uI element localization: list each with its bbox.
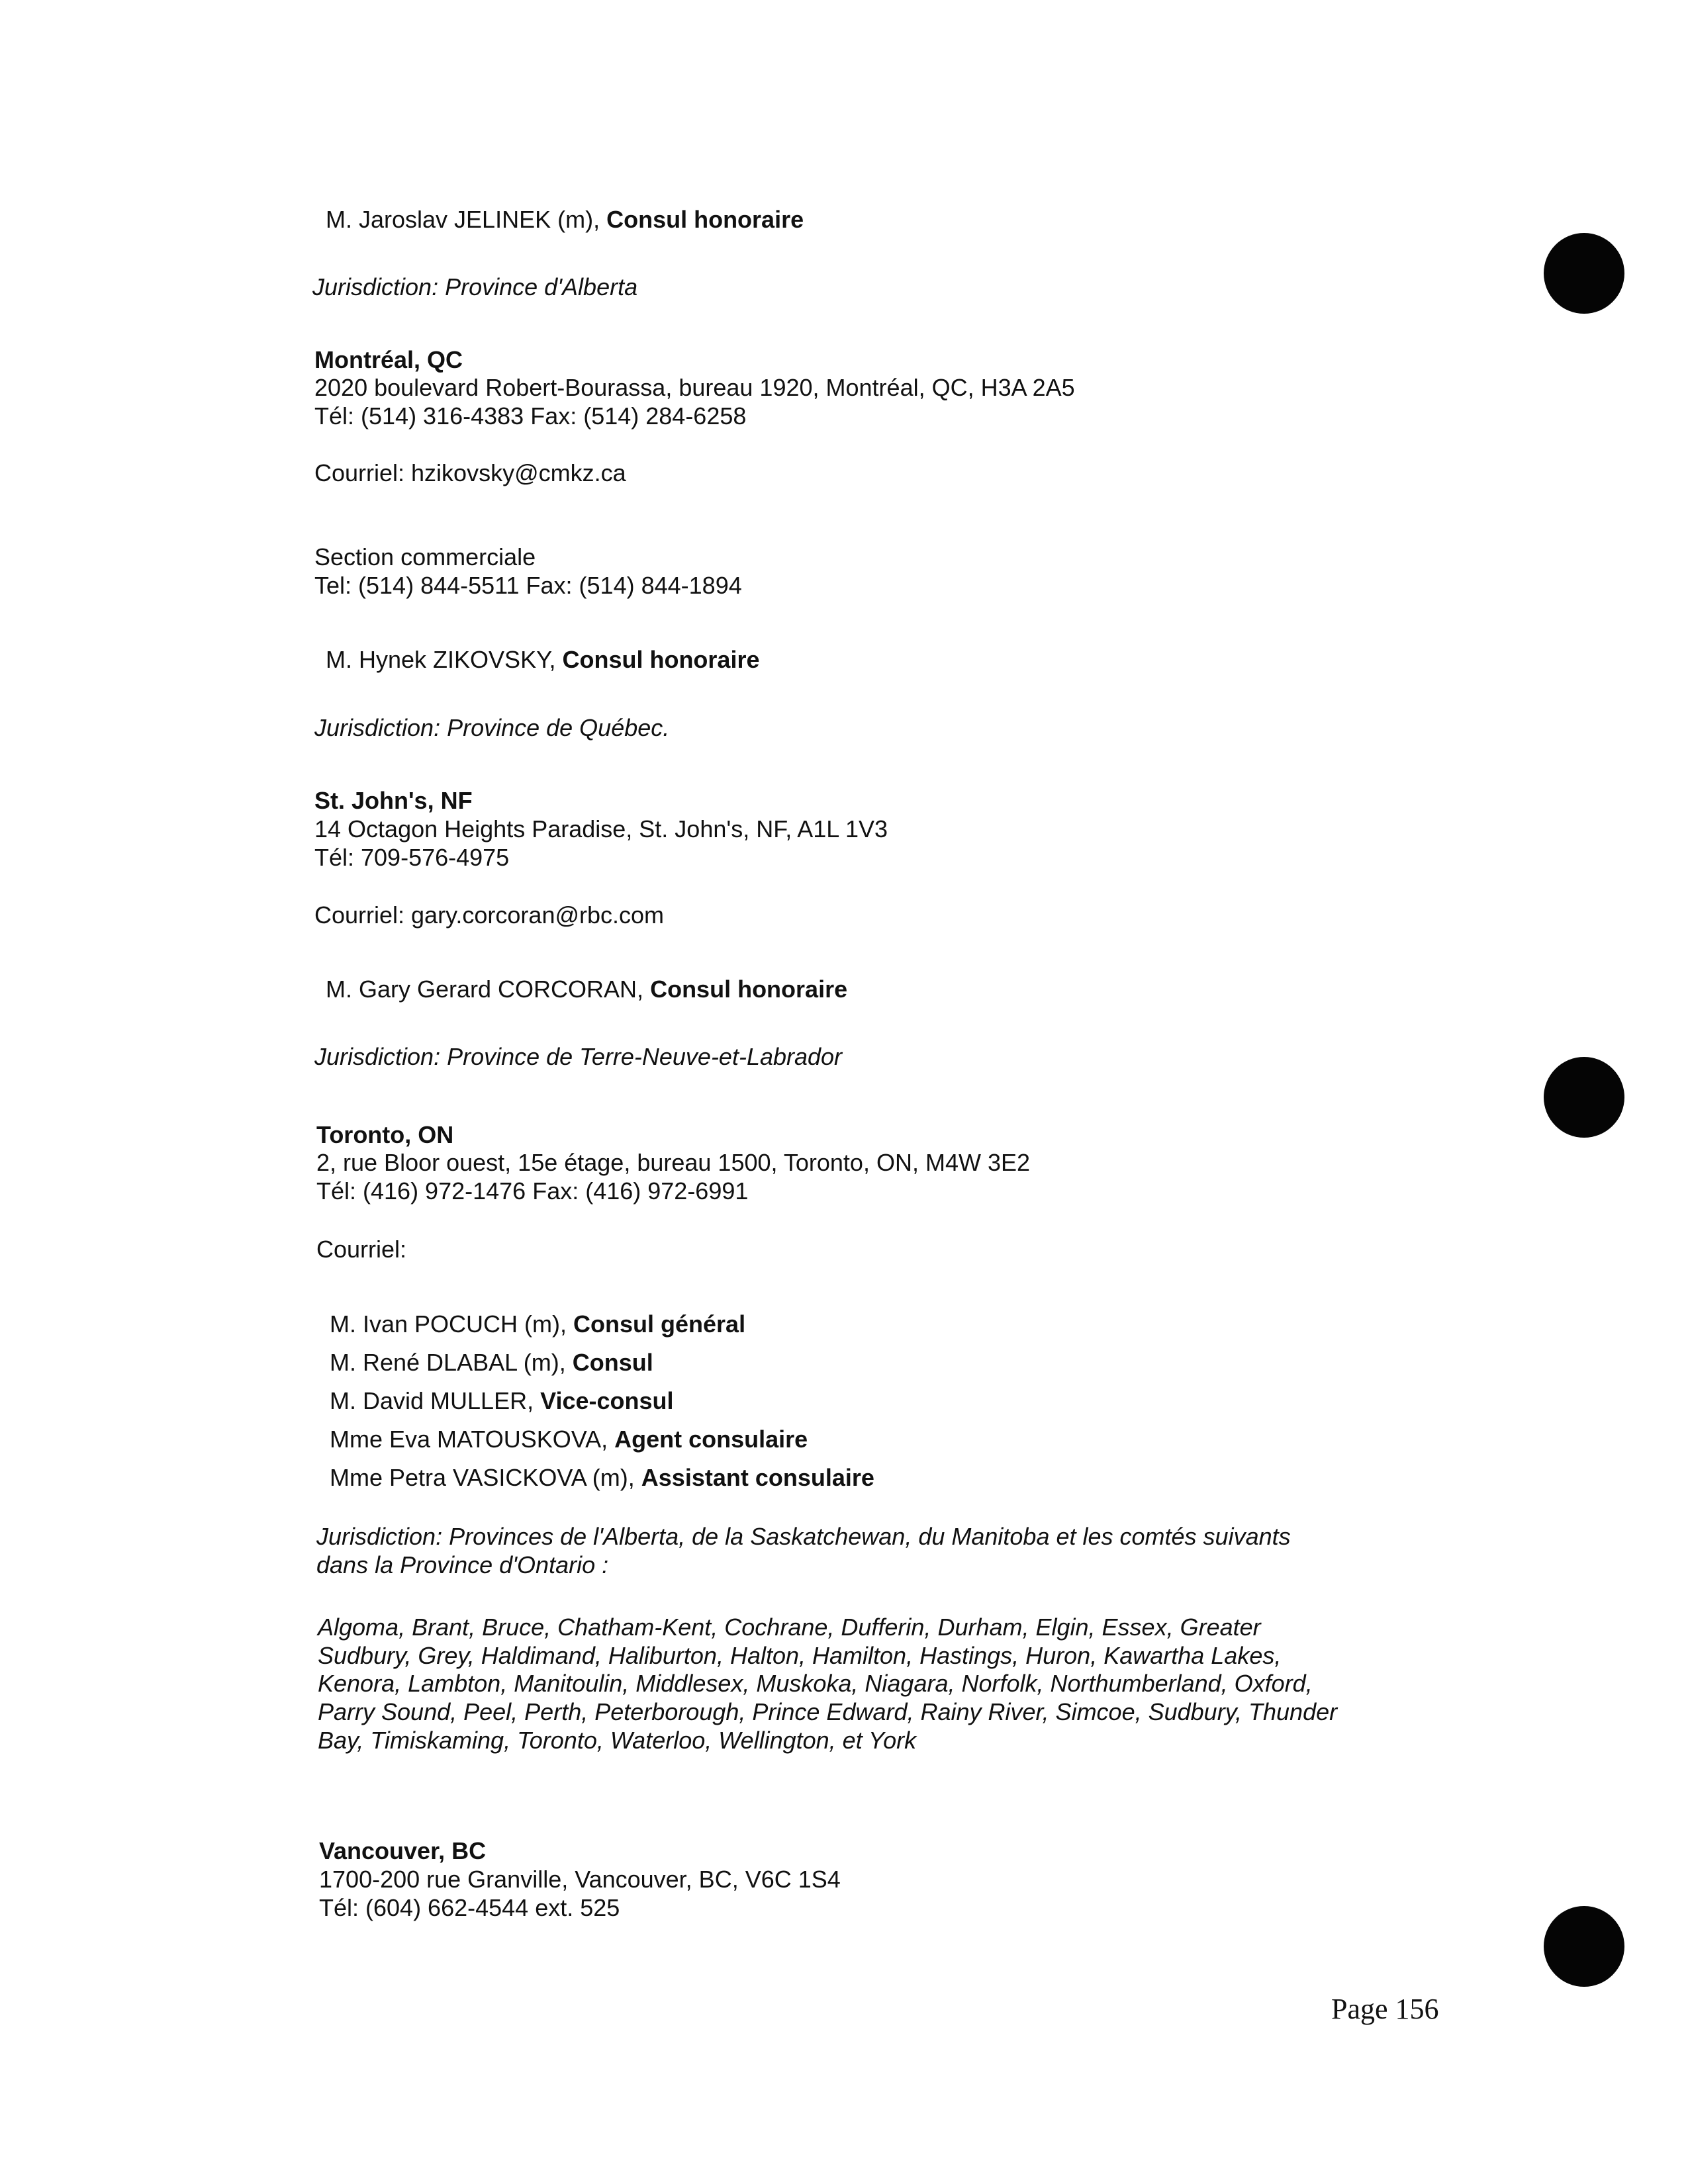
person-name: M. Jaroslav JELINEK (m), (326, 206, 600, 233)
email-montreal: Courriel: hzikovsky@cmkz.ca (314, 459, 626, 486)
person-name: Mme Eva MATOUSKOVA, (330, 1426, 608, 1453)
person-title: Consul honoraire (650, 976, 848, 1003)
county-list-line: Bay, Timiskaming, Toronto, Waterloo, Wellington, et York (318, 1727, 917, 1754)
staff-entry (330, 1310, 745, 1338)
staff-entry (330, 1425, 808, 1453)
punch-hole-top (1544, 233, 1624, 314)
punch-hole-bottom (1544, 1906, 1624, 1987)
person-title: Vice-consul (540, 1387, 674, 1414)
phone-montreal: Tél: (514) 316-4383 Fax: (514) 284-6258 (314, 402, 747, 430)
staff-entry (330, 1463, 874, 1492)
address-st-johns: 14 Octagon Heights Paradise, St. John's, NF, A1L 1V3 (314, 815, 888, 842)
staff-entry (330, 1348, 653, 1377)
consul-entry-zikovsky (326, 645, 760, 674)
phone-vancouver: Tél: (604) 662-4544 ext. 525 (319, 1894, 620, 1921)
consul-entry-jelinek (326, 205, 804, 234)
person-name: M. Hynek ZIKOVSKY, (326, 646, 556, 673)
heading-montreal: Montréal, QC (314, 346, 463, 373)
heading-vancouver: Vancouver, BC (319, 1837, 487, 1864)
person-title: Agent consulaire (614, 1426, 808, 1453)
email-toronto: Courriel: (316, 1236, 407, 1263)
jurisdiction-alberta: Jurisdiction: Province d'Alberta (312, 273, 638, 300)
heading-st-johns: St. John's, NF (314, 787, 473, 814)
address-toronto: 2, rue Bloor ouest, 15e étage, bureau 1500, Toronto, ON, M4W 3E2 (316, 1149, 1030, 1176)
address-montreal: 2020 boulevard Robert-Bourassa, bureau 1920, Montréal, QC, H3A 2A5 (314, 374, 1075, 401)
person-title: Consul (572, 1349, 653, 1376)
county-list-line: Parry Sound, Peel, Perth, Peterborough, Prince Edward, Rainy River, Simcoe, Sudbury, Thunder (318, 1698, 1338, 1725)
person-name: Mme Petra VASICKOVA (m), (330, 1464, 635, 1491)
jurisdiction-newfoundland: Jurisdiction: Province de Terre-Neuve-et-Labrador (314, 1043, 843, 1070)
punch-hole-middle (1544, 1057, 1624, 1138)
county-list-line: Sudbury, Grey, Haldimand, Haliburton, Halton, Hamilton, Hastings, Huron, Kawartha Lakes, (318, 1642, 1282, 1669)
page-number: Page 156 (1331, 1993, 1439, 2025)
jurisdiction-toronto-line1: Jurisdiction: Provinces de l'Alberta, de la Saskatchewan, du Manitoba et les comtés suivants (316, 1523, 1291, 1550)
staff-entry (330, 1387, 674, 1415)
person-name: M. René DLABAL (m), (330, 1349, 566, 1376)
address-vancouver: 1700-200 rue Granville, Vancouver, BC, V6C 1S4 (319, 1866, 841, 1893)
person-title: Assistant consulaire (641, 1464, 874, 1491)
jurisdiction-quebec: Jurisdiction: Province de Québec. (314, 714, 670, 741)
county-list-line: Kenora, Lambton, Manitoulin, Middlesex, Muskoka, Niagara, Norfolk, Northumberland, Oxford, (318, 1670, 1313, 1697)
person-title: Consul général (573, 1310, 746, 1338)
phone-toronto: Tél: (416) 972-1476 Fax: (416) 972-6991 (316, 1177, 749, 1205)
person-title: Consul honoraire (562, 646, 760, 673)
person-name: M. Ivan POCUCH (m), (330, 1310, 567, 1338)
section-commerciale: Section commerciale (314, 543, 536, 570)
jurisdiction-toronto-line2: dans la Province d'Ontario : (316, 1551, 609, 1578)
heading-toronto: Toronto, ON (316, 1121, 454, 1148)
person-title: Consul honoraire (606, 206, 804, 233)
phone-st-johns: Tél: 709-576-4975 (314, 844, 510, 871)
email-st-johns: Courriel: gary.corcoran@rbc.com (314, 901, 665, 929)
county-list-line: Algoma, Brant, Bruce, Chatham-Kent, Cochrane, Dufferin, Durham, Elgin, Essex, Greater (318, 1614, 1261, 1641)
consul-entry-corcoran (326, 975, 847, 1003)
phone-section-commerciale: Tel: (514) 844-5511 Fax: (514) 844-1894 (314, 572, 742, 599)
person-name: M. David MULLER, (330, 1387, 534, 1414)
person-name: M. Gary Gerard CORCORAN, (326, 976, 644, 1003)
